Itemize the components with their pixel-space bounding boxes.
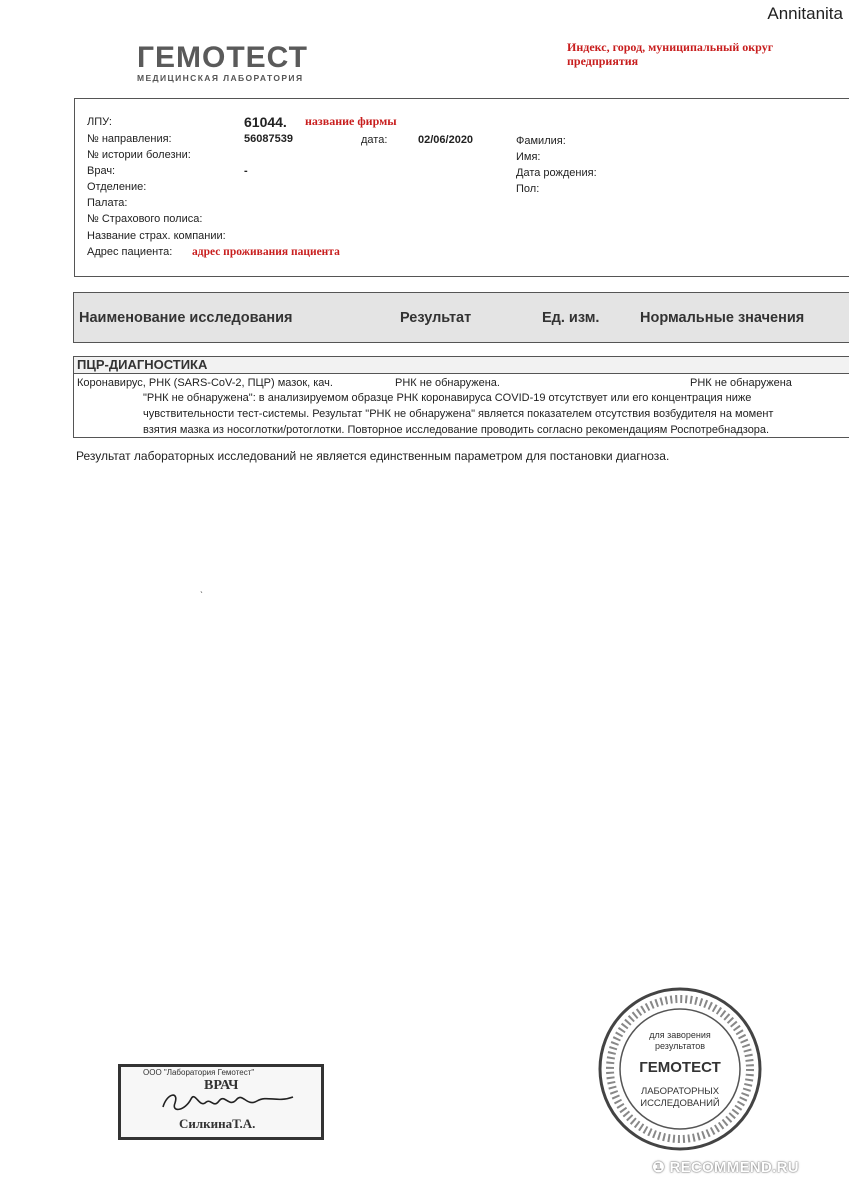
insurer-label: Название страх. компании: xyxy=(87,230,226,242)
doctor-stamp-name: СилкинаТ.А. xyxy=(179,1116,256,1131)
referral-label: № направления: xyxy=(87,133,172,145)
column-result: Результат xyxy=(400,310,472,326)
column-unit: Ед. изм. xyxy=(542,310,600,326)
column-normal-values: Нормальные значения xyxy=(640,310,805,326)
round-stamp-line-3: ЛАБОРАТОРНЫХ xyxy=(640,1086,720,1097)
result-comment-line-1: "РНК не обнаружена": в анализируемом образце РНК коронавируса COVID-19 отсутствует или его концентрация ниже xyxy=(143,392,752,404)
pcr-title-bar xyxy=(74,357,849,374)
doctor-stamp-org: ООО "Лаборатория Гемотест" xyxy=(143,1068,255,1077)
signature xyxy=(159,1087,299,1117)
scan-speck: ˎ xyxy=(200,583,204,594)
pcr-section xyxy=(73,356,849,438)
result-comment-line-3: взятия мазка из носоглотки/ротоглотки. Повторное исследование проводить согласно рекомендациям Роспотребнадзора. xyxy=(143,424,770,436)
sex-label: Пол: xyxy=(516,183,540,195)
test-name: Коронавирус, РНК (SARS-CoV-2, ПЦР) мазок, кач. xyxy=(77,377,333,389)
column-test-name: Наименование исследования xyxy=(79,310,293,326)
pcr-section-title: ПЦР-ДИАГНОСТИКА xyxy=(77,357,208,372)
watermark-username: Annitanita xyxy=(767,4,843,23)
round-stamp-line-1: для заворения xyxy=(649,1030,711,1040)
round-stamp-line-4: ИССЛЕДОВАНИЙ xyxy=(640,1098,720,1109)
doctor-stamp xyxy=(118,1064,324,1140)
referral-value: 56087539 xyxy=(244,133,293,145)
results-table-header xyxy=(73,292,849,343)
address-label: Адрес пациента: xyxy=(87,246,173,258)
doctor-label: Врач: xyxy=(87,165,116,177)
ward-label: Палата: xyxy=(87,197,128,209)
doctor-value: - xyxy=(244,165,248,177)
round-stamp xyxy=(597,986,763,1157)
first-name-label: Имя: xyxy=(516,151,541,163)
doctor-stamp-title: ВРАЧ xyxy=(204,1078,239,1093)
recommend-watermark xyxy=(652,1158,799,1176)
disclaimer-text: Результат лабораторных исследований не является единственным параметром для постановки диагноза. xyxy=(76,449,670,463)
test-normal-value: РНК не обнаружена xyxy=(690,377,792,389)
history-label: № истории болезни: xyxy=(87,149,191,161)
round-stamp-line-2: результатов xyxy=(654,1041,705,1051)
date-label: дата: xyxy=(361,134,388,146)
policy-label: № Страхового полиса: xyxy=(87,213,203,225)
lpu-value: 61044. xyxy=(244,114,287,130)
surname-label: Фамилия: xyxy=(516,135,566,147)
logo-name: ГЕМОТЕСТ xyxy=(137,41,308,74)
result-comment-line-2: чувствительности тест-системы. Результат "РНК не обнаружена" является показателем отсутствия возбудителя на момент xyxy=(143,408,774,420)
round-stamp-brand: ГЕМОТЕСТ xyxy=(639,1059,721,1076)
test-result: РНК не обнаружена. xyxy=(395,377,500,389)
birth-date-label: Дата рождения: xyxy=(516,167,597,179)
recommend-watermark-text: RECOMMEND.RU xyxy=(669,1159,799,1176)
lpu-label: ЛПУ: xyxy=(87,116,112,128)
date-value: 02/06/2020 xyxy=(418,134,474,146)
logo-subtitle: МЕДИЦИНСКАЯ ЛАБОРАТОРИЯ xyxy=(137,73,304,83)
lab-logo xyxy=(137,41,308,83)
company-note: название фирмы xyxy=(305,114,397,128)
department-label: Отделение: xyxy=(87,181,147,193)
address-note: адрес проживания пациента xyxy=(192,246,340,258)
header-address-note: Индекс, город, муниципальный округ предприятия xyxy=(567,40,774,68)
recommend-logo-icon: ❶ xyxy=(652,1159,670,1176)
patient-info-box xyxy=(74,98,849,277)
